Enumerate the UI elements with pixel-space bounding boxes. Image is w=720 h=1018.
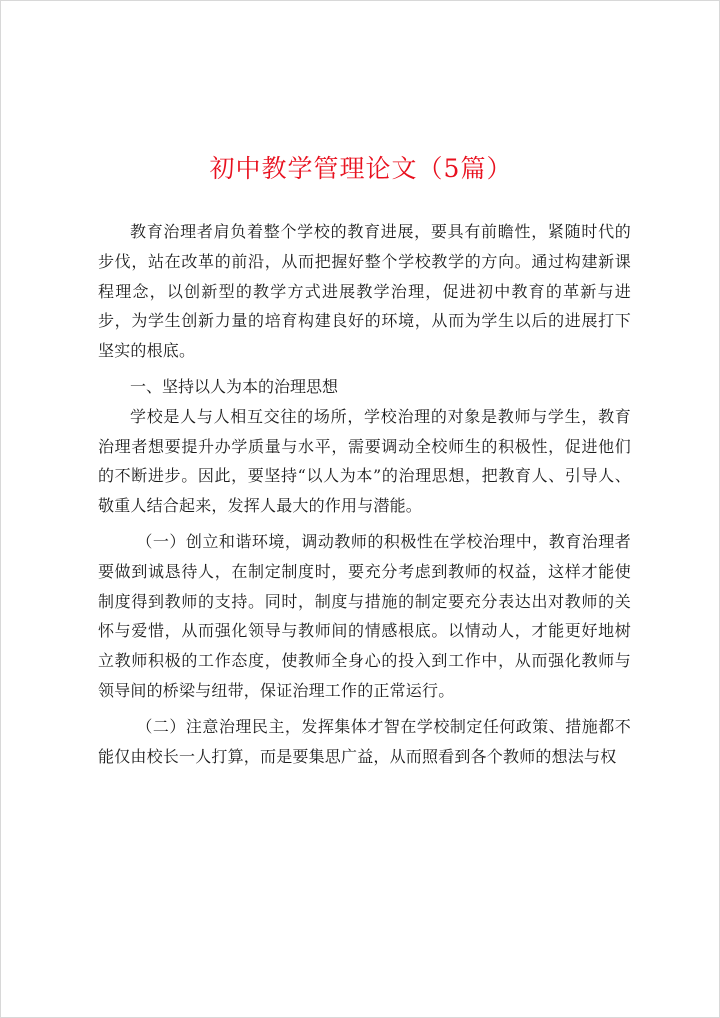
document-body	[98, 217, 631, 771]
subsection-2-paragraph: （二）注意治理民主，发挥集体才智在学校制定任何政策、措施都不能仅由校长一人打算，而是要集思广益，从而照看到各个教师的想法与权	[98, 716, 631, 766]
document-title: 初中教学管理论文（5篇）	[209, 154, 513, 183]
section-1-paragraph: 学校是人与人相互交往的场所，学校治理的对象是教师与学生，教育治理者想要提升办学质量与水平，需要调动全校师生的积极性，促进他们的不断进步。因此，要坚持“以人为本”的治理思想，把教育人、引导人、敬重人结合起来，发挥人最大的作用与潜能。	[98, 406, 631, 516]
subsection-1-paragraph: （一）创立和谐环境，调动教师的积极性在学校治理中，教育治理者要做到诚恳待人，在制定制度时，要充分考虑到教师的权益，这样才能使制度得到教师的支持。同时，制度与措施的制定要充分表达出对教师的关怀与爱惜，从而强化领导与教师间的情感根底。以情动人，才能更好地树立教师积极的工作态度，使教师全身心的投入到工作中，从而强化教师与领导间的桥梁与纽带，保证治理工作的正常运行。	[98, 531, 631, 700]
intro-paragraph: 教育治理者肩负着整个学校的教育进展，要具有前瞻性，紧随时代的步伐，站在改革的前沿，从而把握好整个学校教学的方向。通过构建新课程理念，以创新型的教学方式进展教学治理，促进初中教育的革新与进步，为学生创新力量的培育构建良好的环境，从而为学生以后的进展打下坚实的根底。	[98, 222, 631, 361]
section-heading-1: 一、坚持以人为本的治理思想	[130, 376, 339, 396]
